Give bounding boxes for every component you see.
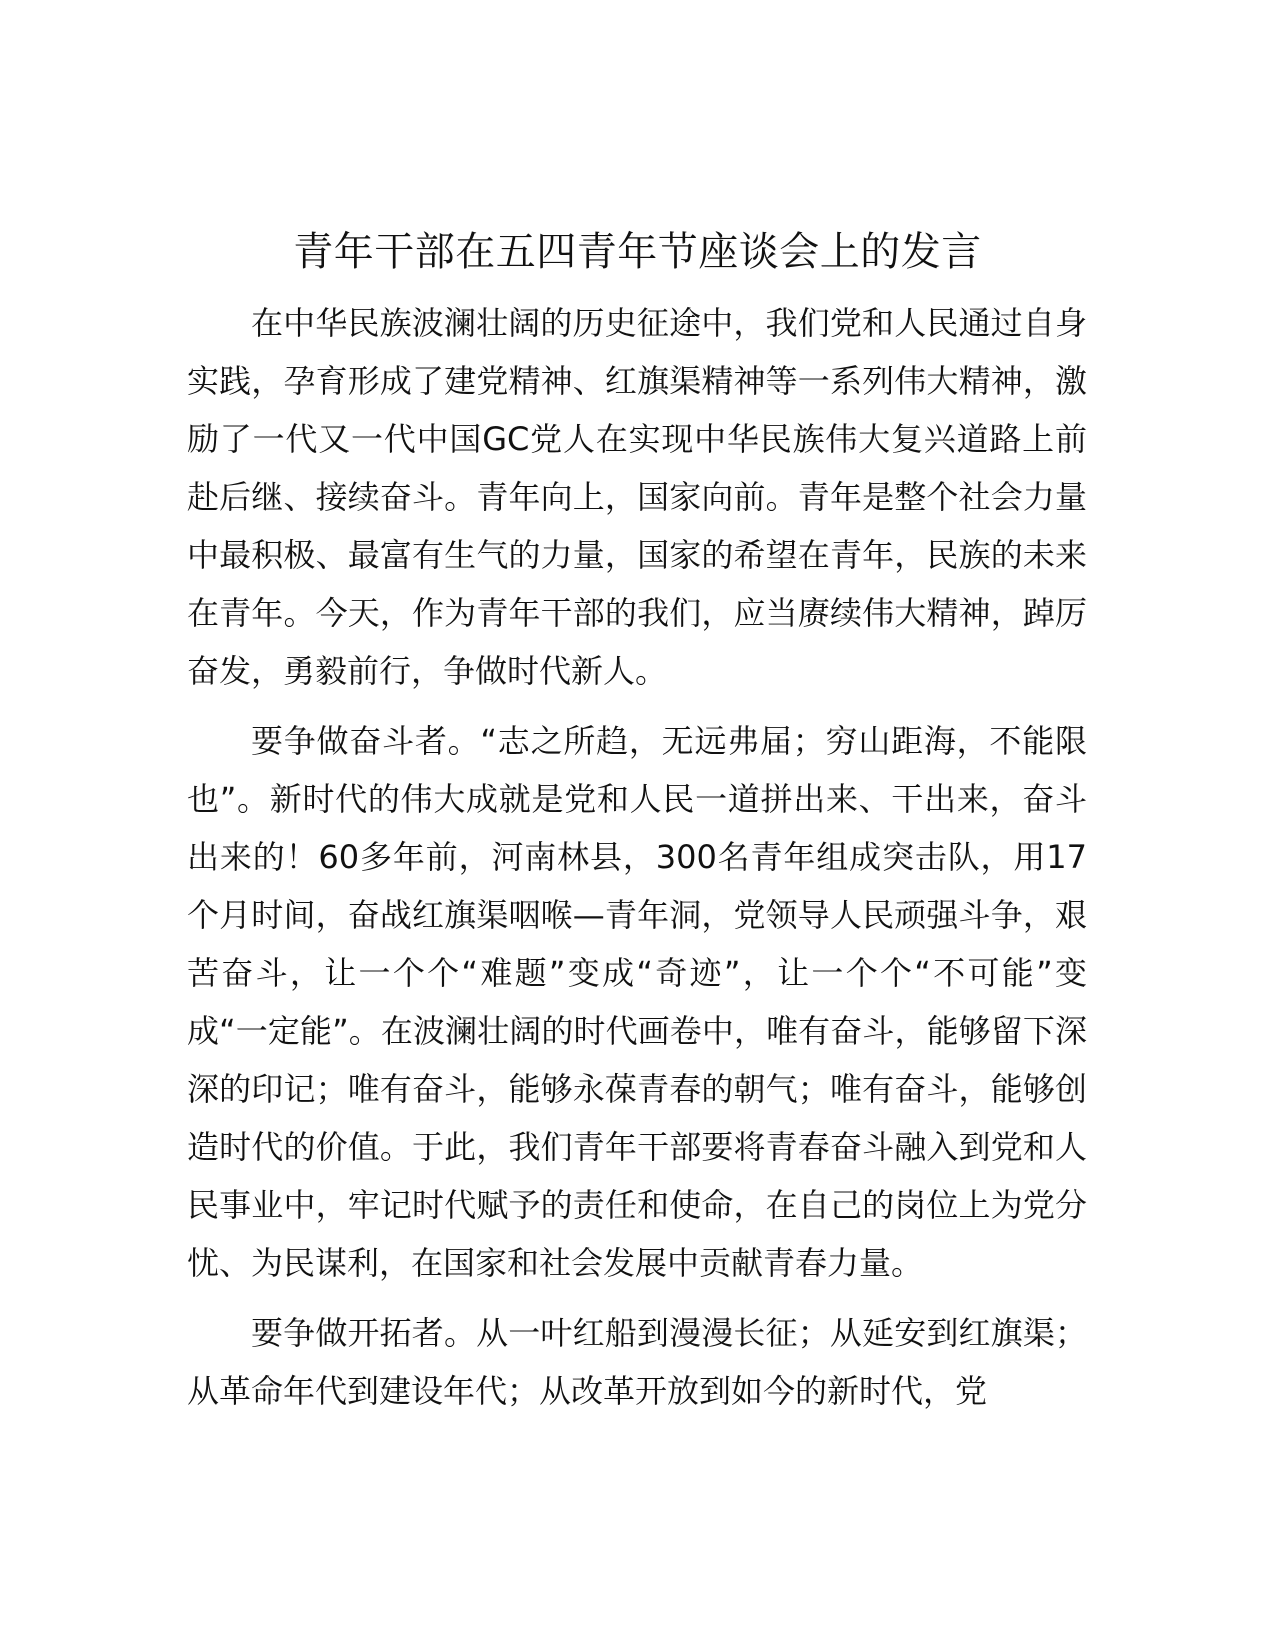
document-body bbox=[187, 294, 1087, 1432]
paragraph-intro: 在中华民族波澜壮阔的历史征途中，我们党和人民通过自身实践，孕育形成了建党精神、红旗渠精神等一系列伟大精神，激励了一代又一代中国GC党人在实现中华民族伟大复兴道路上前赴后继、接续奋斗。青年向上，国家向前。青年是整个社会力量中最积极、最富有生气的力量，国家的希望在青年，民族的未来在青年。今天，作为青年干部的我们，应当赓续伟大精神，踔厉奋发，勇毅前行，争做时代新人。 bbox=[187, 304, 1087, 690]
paragraph-pioneer: 要争做开拓者。从一叶红船到漫漫长征；从延安到红旗渠；从革命年代到建设年代；从改革开放到如今的新时代，党 bbox=[187, 1314, 1087, 1410]
document-title: 青年干部在五四青年节座谈会上的发言 bbox=[293, 229, 982, 275]
paragraph-striver: 要争做奋斗者。“志之所趋，无远弗届；穷山距海，不能限也”。新时代的伟大成就是党和人民一道拼出来、干出来，奋斗出来的！60多年前，河南林县，300名青年组成突击队，用17个月时间，奋战红旗渠咽喉—青年洞，党领导人民顽强斗争，艰苦奋斗，让一个个“难题”变成“奇迹”，让一个个“不可能”变成“一定能”。在波澜壮阔的时代画卷中，唯有奋斗，能够留下深深的印记；唯有奋斗，能够永葆青春的朝气；唯有奋斗，能够创造时代的价值。于此，我们青年干部要将青春奋斗融入到党和人民事业中，牢记时代赋予的责任和使命，在自己的岗位上为党分忧、为民谋利，在国家和社会发展中贡献青春力量。 bbox=[187, 722, 1087, 1282]
